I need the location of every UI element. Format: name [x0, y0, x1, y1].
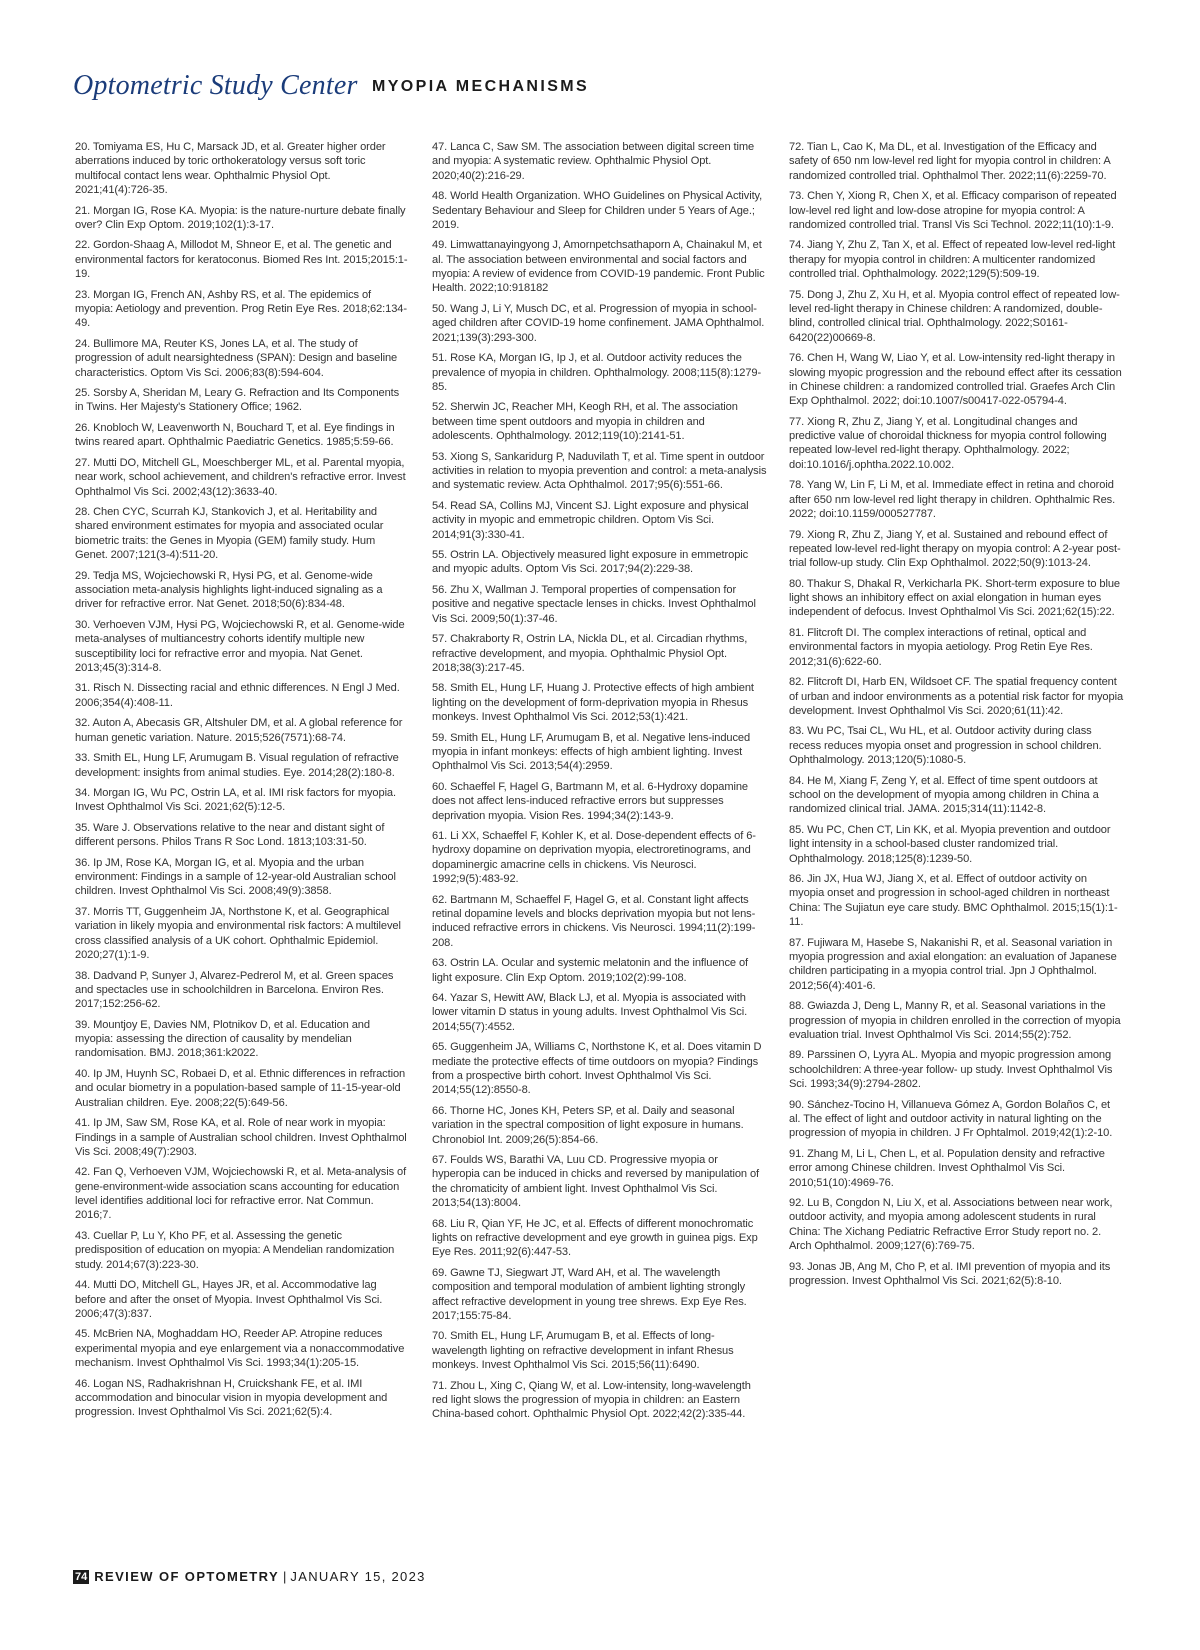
reference-item: 75. Dong J, Zhu Z, Xu H, et al. Myopia control effect of repeated low-level red-light therapy in Chinese children: A randomized, double-blind, controlled clinical trial. Ophthalmology. 2022;S0161-6420(22)00669-8.: [789, 288, 1120, 344]
reference-item: 26. Knobloch W, Leavenworth N, Bouchard T, et al. Eye findings in twins reared apart. Ophthalmic Paediatric Genetics. 1985;5:59-66.: [75, 421, 395, 449]
reference-item: 57. Chakraborty R, Ostrin LA, Nickla DL, et al. Circadian rhythms, refractive development, and myopia. Ophthalmic Physiol Opt. 2018;38(3):217-45.: [432, 633, 748, 674]
reference-item: 21. Morgan IG, Rose KA. Myopia: is the nature-nurture debate finally over? Clin Exp Optom. 2019;102(1):3-17.: [75, 204, 406, 231]
reference-item: 40. Ip JM, Huynh SC, Robaei D, et al. Ethnic differences in refraction and ocular biometry in a population-based sample of 11-15-year-old Australian children. Eye. 2008;22(5):649-56.: [75, 1068, 406, 1109]
reference-item: 49. Limwattanayingyong J, Amornpetchsathaporn A, Chainakul M, et al. The association between environmental and social factors and myopia: A review of evidence from COVID-19 pandemic. Front Public Health. 2022;10:918182: [432, 239, 765, 295]
reference-item: 33. Smith EL, Hung LF, Arumugam B. Visual regulation of refractive development: insights from animal studies. Eye. 2014;28(2):180-8.: [75, 752, 399, 779]
reference-item: 30. Verhoeven VJM, Hysi PG, Wojciechowski R, et al. Genome-wide meta-analyses of multiancestry cohorts identify multiple new susceptibility loci for refractive error and myopia. Nat Genet. 2013;45(3):314-8.: [75, 618, 405, 674]
reference-item: 42. Fan Q, Verhoeven VJM, Wojciechowski R, et al. Meta-analysis of gene-environment-wide association scans accounting for education level identifies additional loci for refractive error. Nat Commun. 2016;7.: [75, 1166, 407, 1222]
reference-item: 38. Dadvand P, Sunyer J, Alvarez-Pedrerol M, et al. Green spaces and spectacles use in schoolchildren in Barcelona. Environ Res. 2017;152:256-62.: [75, 969, 394, 1011]
reference-item: 89. Parssinen O, Lyyra AL. Myopia and myopic progression among schoolchildren: A three-year follow- up study. Invest Ophthalmol Vis Sci. 1993;34(9):2794-2802.: [789, 1049, 1113, 1091]
reference-item: 23. Morgan IG, French AN, Ashby RS, et al. The epidemics of myopia: Aetiology and prevention. Prog Retin Eye Res. 2018;62:134-49.: [75, 288, 407, 330]
reference-item: 59. Smith EL, Hung LF, Arumugam B, et al. Negative lens-induced myopia in infant monkeys: effects of high ambient lighting. Invest Ophthalmol Vis Sci. 2013;54(4):2959.: [432, 731, 751, 773]
reference-item: 69. Gawne TJ, Siegwart JT, Ward AH, et al. The wavelength composition and temporal modulation of ambient lighting strongly affect refractive development in young tree shrews. Exp Eye Res. 2017;155:75-84.: [432, 1266, 747, 1322]
reference-item: 82. Flitcroft DI, Harb EN, Wildsoet CF. The spatial frequency content of urban and indoor environments as a potential risk factor for myopia development. Invest Ophthalmol Vis Sci. 2020;61(11):42.: [789, 676, 1124, 717]
references-column-1: [75, 140, 410, 1426]
reference-item: 53. Xiong S, Sankaridurg P, Naduvilath T, et al. Time spent in outdoor activities in relation to myopia prevention and control: a meta-analysis and systematic review. Acta Ophthalmol. 2017;95(6):551-66.: [432, 450, 767, 492]
reference-item: 45. McBrien NA, Moghaddam HO, Reeder AP. Atropine reduces experimental myopia and eye enlargement via a nonaccommodative mechanism. Invest Ophthalmol Vis Sci. 1993;34(1):205-15.: [75, 1328, 405, 1370]
reference-item: 84. He M, Xiang F, Zeng Y, et al. Effect of time spent outdoors at school on the development of myopia among children in China a randomized clinical trial. JAMA. 2015;314(11):1142-8.: [789, 774, 1099, 816]
reference-item: 48. World Health Organization. WHO Guidelines on Physical Activity, Sedentary Behaviour and Sleep for Children under 5 Years of Age.; 2019.: [432, 190, 763, 231]
reference-item: 25. Sorsby A, Sheridan M, Leary G. Refraction and Its Components in Twins. Her Majesty's Stationery Office; 1962.: [75, 387, 400, 414]
reference-item: 80. Thakur S, Dhakal R, Verkicharla PK. Short-term exposure to blue light shows an inhibitory effect on axial elongation in human eyes independent of defocus. Invest Ophthalmol Vis Sci. 2021;62(15):22.: [789, 577, 1120, 619]
reference-item: 35. Ware J. Observations relative to the near and distant sight of different persons. Philos Trans R Soc Lond. 1813;103:31-50.: [75, 821, 385, 849]
reference-item: 51. Rose KA, Morgan IG, Ip J, et al. Outdoor activity reduces the prevalence of myopia in children. Ophthalmology. 2008;115(8):1279-85.: [432, 352, 762, 393]
reference-item: 79. Xiong R, Zhu Z, Jiang Y, et al. Sustained and rebound effect of repeated low-level red-light therapy on myopia control: A 2-year post-trial follow-up study. Clin Exp Ophthalmol. 2022;50(9):1013-24.: [789, 528, 1121, 570]
reference-item: 67. Foulds WS, Barathi VA, Luu CD. Progressive myopia or hyperopia can be induced in chicks and reversed by manipulation of the chromaticity of ambient light. Invest Ophthalmol Vis Sci. 2013;54(13):8004.: [432, 1154, 760, 1210]
reference-item: 27. Mutti DO, Mitchell GL, Moeschberger ML, et al. Parental myopia, near work, school achievement, and children's refractive error. Invest Ophthalmol Vis Sci. 2002;43(12):3633-40.: [75, 456, 406, 498]
section-brand: Optometric Study Center: [73, 70, 358, 101]
reference-item: 61. Li XX, Schaeffel F, Kohler K, et al. Dose-dependent effects of 6-hydroxy dopamine on deprivation myopia, electroretinograms, and dopaminergic amacrine cells in chickens. Vis Neurosci. 1992;9(5):483-92.: [432, 830, 756, 886]
references-column-2: [432, 140, 767, 1428]
reference-item: 24. Bullimore MA, Reuter KS, Jones LA, et al. The study of progression of adult nearsightedness (SPAN): Design and baseline characteristics. Optom Vis Sci. 2006;83(8):594-604.: [75, 337, 398, 379]
reference-item: 78. Yang W, Lin F, Li M, et al. Immediate effect in retina and choroid after 650 nm low-level red light therapy in children. Ophthalmic Res. 2022; doi:10.1159/000527787.: [789, 479, 1116, 521]
reference-item: 93. Jonas JB, Ang M, Cho P, et al. IMI prevention of myopia and its progression. Invest Ophthalmol Vis Sci. 2021;62(5):8-10.: [789, 1260, 1111, 1287]
reference-item: 72. Tian L, Cao K, Ma DL, et al. Investigation of the Efficacy and safety of 650 nm low-level red light for myopia control in children: A randomized controlled trial. Ophthalmol Ther. 2022;11(6):2259-70.: [789, 141, 1111, 182]
reference-item: 36. Ip JM, Rose KA, Morgan IG, et al. Myopia and the urban environment: Findings in a sample of 12-year-old Australian school children. Invest Ophthalmol Vis Sci. 2008;49(9):3858.: [75, 856, 396, 898]
issue-date: JANUARY 15, 2023: [290, 1569, 426, 1584]
page-footer: [73, 1569, 426, 1585]
reference-item: 83. Wu PC, Tsai CL, Wu HL, et al. Outdoor activity during class recess reduces myopia onset and progression in school children. Ophthalmology. 2013;120(5):1080-5.: [789, 725, 1102, 767]
reference-item: 50. Wang J, Li Y, Musch DC, et al. Progression of myopia in school-aged children after COVID-19 home confinement. JAMA Ophthalmol. 2021;139(3):293-300.: [432, 303, 765, 344]
reference-item: 28. Chen CYC, Scurrah KJ, Stankovich J, et al. Heritability and shared environment estimates for myopia and associated ocular biometric traits: the Genes in Myopia (GEM) family study. Hum Genet. 2007;121(3-4):511-20.: [75, 506, 384, 562]
reference-item: 77. Xiong R, Zhu Z, Jiang Y, et al. Longitudinal changes and predictive value of choroidal thickness for myopia control following repeated low-level red-light therapy. Ophthalmology. 2022; doi:10.1016/j.ophtha.2022.10.002.: [789, 415, 1107, 471]
reference-item: 43. Cuellar P, Lu Y, Kho PF, et al. Assessing the genetic predisposition of education on myopia: A Mendelian randomization study. 2014;67(3):223-30.: [75, 1230, 395, 1271]
reference-item: 54. Read SA, Collins MJ, Vincent SJ. Light exposure and physical activity in myopic and emmetropic children. Optom Vis Sci. 2014;91(3):330-41.: [432, 499, 749, 541]
reference-item: 66. Thorne HC, Jones KH, Peters SP, et al. Daily and seasonal variation in the spectral composition of light exposure in humans. Chronobiol Int. 2009;26(5):854-66.: [432, 1104, 744, 1146]
reference-item: 76. Chen H, Wang W, Liao Y, et al. Low-intensity red-light therapy in slowing myopic progression and the rebound effect after its cessation in Chinese children: a randomized controlled trial. Graefes Arch Clin Exp Ophthalmol. 2022; doi:10.1007/s00417-022-05794-4.: [789, 352, 1122, 408]
magazine-name: REVIEW OF OPTOMETRY: [94, 1569, 280, 1584]
reference-item: 29. Tedja MS, Wojciechowski R, Hysi PG, et al. Genome-wide association meta-analysis highlights light-induced signaling as a driver for refractive error. Nat Genet. 2018;50(6):834-48.: [75, 569, 383, 611]
reference-item: 34. Morgan IG, Wu PC, Ostrin LA, et al. IMI risk factors for myopia. Invest Ophthalmol Vis Sci. 2021;62(5):12-5.: [75, 787, 396, 814]
reference-item: 65. Guggenheim JA, Williams C, Northstone K, et al. Does vitamin D mediate the protective effects of time outdoors on myopia? Findings from a prospective birth cohort. Invest Ophthalmol Vis Sci. 2014;55(12):8550-8.: [432, 1041, 762, 1097]
reference-item: 92. Lu B, Congdon N, Liu X, et al. Associations between near work, outdoor activity, and myopia among adolescent students in rural China: The Xichang Pediatric Refractive Error Study report no. 2. Arch Ophthalmol. 2009;127(6):769-75.: [789, 1197, 1113, 1253]
reference-item: 31. Risch N. Dissecting racial and ethnic differences. N Engl J Med. 2006;354(4):408-11.: [75, 682, 400, 709]
reference-item: 90. Sánchez-Tocino H, Villanueva Gómez A, Gordon Bolaños C, et al. The effect of light and outdoor activity in natural lighting on the progression of myopia in children. J Fr Ophtalmol. 2019;42(1):2-10.: [789, 1098, 1113, 1140]
reference-item: 68. Liu R, Qian YF, He JC, et al. Effects of different monochromatic lights on refractive development and eye growth in guinea pigs. Exp Eye Res. 2011;92(6):447-53.: [432, 1217, 758, 1259]
reference-item: 58. Smith EL, Hung LF, Huang J. Protective effects of high ambient lighting on the development of form-deprivation myopia in Rhesus monkeys. Invest Ophthalmol Vis Sci. 2012;53(1):421.: [432, 682, 754, 724]
reference-item: 86. Jin JX, Hua WJ, Jiang X, et al. Effect of outdoor activity on myopia onset and progression in school-aged children in northeast China: The Sujiatun eye care study. BMC Ophthalmol. 2015;15(1):1-11.: [789, 873, 1118, 929]
reference-item: 46. Logan NS, Radhakrishnan H, Cruickshank FE, et al. IMI accommodation and binocular vision in myopia development and progression. Invest Ophthalmol Vis Sci. 2021;62(5):4.: [75, 1377, 388, 1419]
reference-item: 87. Fujiwara M, Hasebe S, Nakanishi R, et al. Seasonal variation in myopia progression and axial elongation: an evaluation of Japanese children participating in a myopia control trial. Jpn J Ophthalmol. 2012;56(4):401-6.: [789, 936, 1117, 992]
reference-item: 47. Lanca C, Saw SM. The association between digital screen time and myopia: A systematic review. Ophthalmic Physiol Opt. 2020;40(2):216-29.: [432, 141, 755, 182]
reference-item: 20. Tomiyama ES, Hu C, Marsack JD, et al. Greater higher order aberrations induced by toric orthokeratology versus soft toric multifocal contact lens wear. Ophthalmic Physiol Opt. 2021;41(4):726-35.: [75, 141, 386, 197]
reference-item: 74. Jiang Y, Zhu Z, Tan X, et al. Effect of repeated low-level red-light therapy for myopia control in children: A multicenter randomized controlled trial. Ophthalmology. 2022;129(5):509-19.: [789, 239, 1116, 281]
reference-item: 88. Gwiazda J, Deng L, Manny R, et al. Seasonal variations in the progression of myopia in children enrolled in the correction of myopia evaluation trial. Invest Ophthalmol Vis Sci. 2014;55(2):752.: [789, 1000, 1121, 1041]
section-title: MYOPIA MECHANISMS: [372, 78, 590, 95]
reference-item: 91. Zhang M, Li L, Chen L, et al. Population density and refractive error among Chinese children. Invest Ophthalmol Vis Sci. 2010;51(10):4969-76.: [789, 1147, 1105, 1189]
reference-item: 41. Ip JM, Saw SM, Rose KA, et al. Role of near work in myopia: Findings in a sample of Australian school children. Invest Ophthalmol Vis Sci. 2008;49(7):2903.: [75, 1117, 407, 1158]
reference-item: 73. Chen Y, Xiong R, Chen X, et al. Efficacy comparison of repeated low-level red light and low-dose atropine for myopia control: A randomized controlled trial. Transl Vis Sci Technol. 2022;11(10):1-9.: [789, 190, 1117, 231]
reference-item: 64. Yazar S, Hewitt AW, Black LJ, et al. Myopia is associated with lower vitamin D status in young adults. Invest Ophthalmol Vis Sci. 2014;55(7):4552.: [432, 992, 748, 1033]
reference-item: 32. Auton A, Abecasis GR, Altshuler DM, et al. A global reference for human genetic variation. Nature. 2015;526(7571):68-74.: [75, 717, 403, 744]
reference-item: 85. Wu PC, Chen CT, Lin KK, et al. Myopia prevention and outdoor light intensity in a school-based cluster randomized trial. Ophthalmology. 2018;125(8):1239-50.: [789, 823, 1111, 865]
references-column-3: [789, 140, 1124, 1295]
reference-item: 63. Ostrin LA. Ocular and systemic melatonin and the influence of light exposure. Clin Exp Optom. 2019;102(2):99-108.: [432, 957, 749, 984]
page-header: [73, 70, 589, 102]
reference-item: 56. Zhu X, Wallman J. Temporal properties of compensation for positive and negative spectacle lenses in chicks. Invest Ophthalmol Vis Sci. 2009;50(1):37-46.: [432, 583, 756, 625]
footer-separator: |: [283, 1569, 287, 1584]
reference-item: 62. Bartmann M, Schaeffel F, Hagel G, et al. Constant light affects retinal dopamine levels and blocks deprivation myopia but not lens-induced refractive errors in chickens. Vis Neurosci. 1994;11(2):199-208.: [432, 893, 756, 949]
reference-item: 55. Ostrin LA. Objectively measured light exposure in emmetropic and myopic adults. Optom Vis Sci. 2017;94(2):229-38.: [432, 549, 749, 576]
reference-item: 81. Flitcroft DI. The complex interactions of retinal, optical and environmental factors in myopia aetiology. Prog Retin Eye Res. 2012;31(6):622-60.: [789, 627, 1093, 668]
reference-item: 44. Mutti DO, Mitchell GL, Hayes JR, et al. Accommodative lag before and after the onset of Myopia. Invest Ophthalmol Vis Sci. 2006;47(3):837.: [75, 1279, 383, 1320]
page-number: 74: [75, 1571, 88, 1583]
reference-item: 70. Smith EL, Hung LF, Arumugam B, et al. Effects of long-wavelength lighting on refractive development in infant Rhesus monkeys. Invest Ophthalmol Vis Sci. 2015;56(11):6490.: [432, 1330, 734, 1372]
reference-item: 60. Schaeffel F, Hagel G, Bartmann M, et al. 6-Hydroxy dopamine does not affect lens-induced refractive errors but suppresses deprivation myopia. Vision Res. 1994;34(2):143-9.: [432, 780, 748, 822]
reference-item: 39. Mountjoy E, Davies NM, Plotnikov D, et al. Education and myopia: assessing the direction of causality by mendelian randomisation. BMJ. 2018;361:k2022.: [75, 1018, 370, 1060]
reference-item: 52. Sherwin JC, Reacher MH, Keogh RH, et al. The association between time spent outdoors and myopia in children and adolescents. Ophthalmology. 2012;119(10):2141-51.: [432, 401, 738, 443]
reference-item: 71. Zhou L, Xing C, Qiang W, et al. Low-intensity, long-wavelength red light slows the progression of myopia in children: an Eastern China-based cohort. Ophthalmic Physiol Opt. 2022;42(2):335-44.: [432, 1379, 751, 1421]
reference-item: 22. Gordon-Shaag A, Millodot M, Shneor E, et al. The genetic and environmental factors for keratoconus. Biomed Res Int. 2015;2015:1-19.: [75, 239, 408, 281]
reference-item: 37. Morris TT, Guggenheim JA, Northstone K, et al. Geographical variation in likely myopia and environmental risk factors: A multilevel cross classified analysis of a UK cohort. Ophthalmic Epidemiol. 2020;27(1):1-9.: [75, 906, 401, 962]
